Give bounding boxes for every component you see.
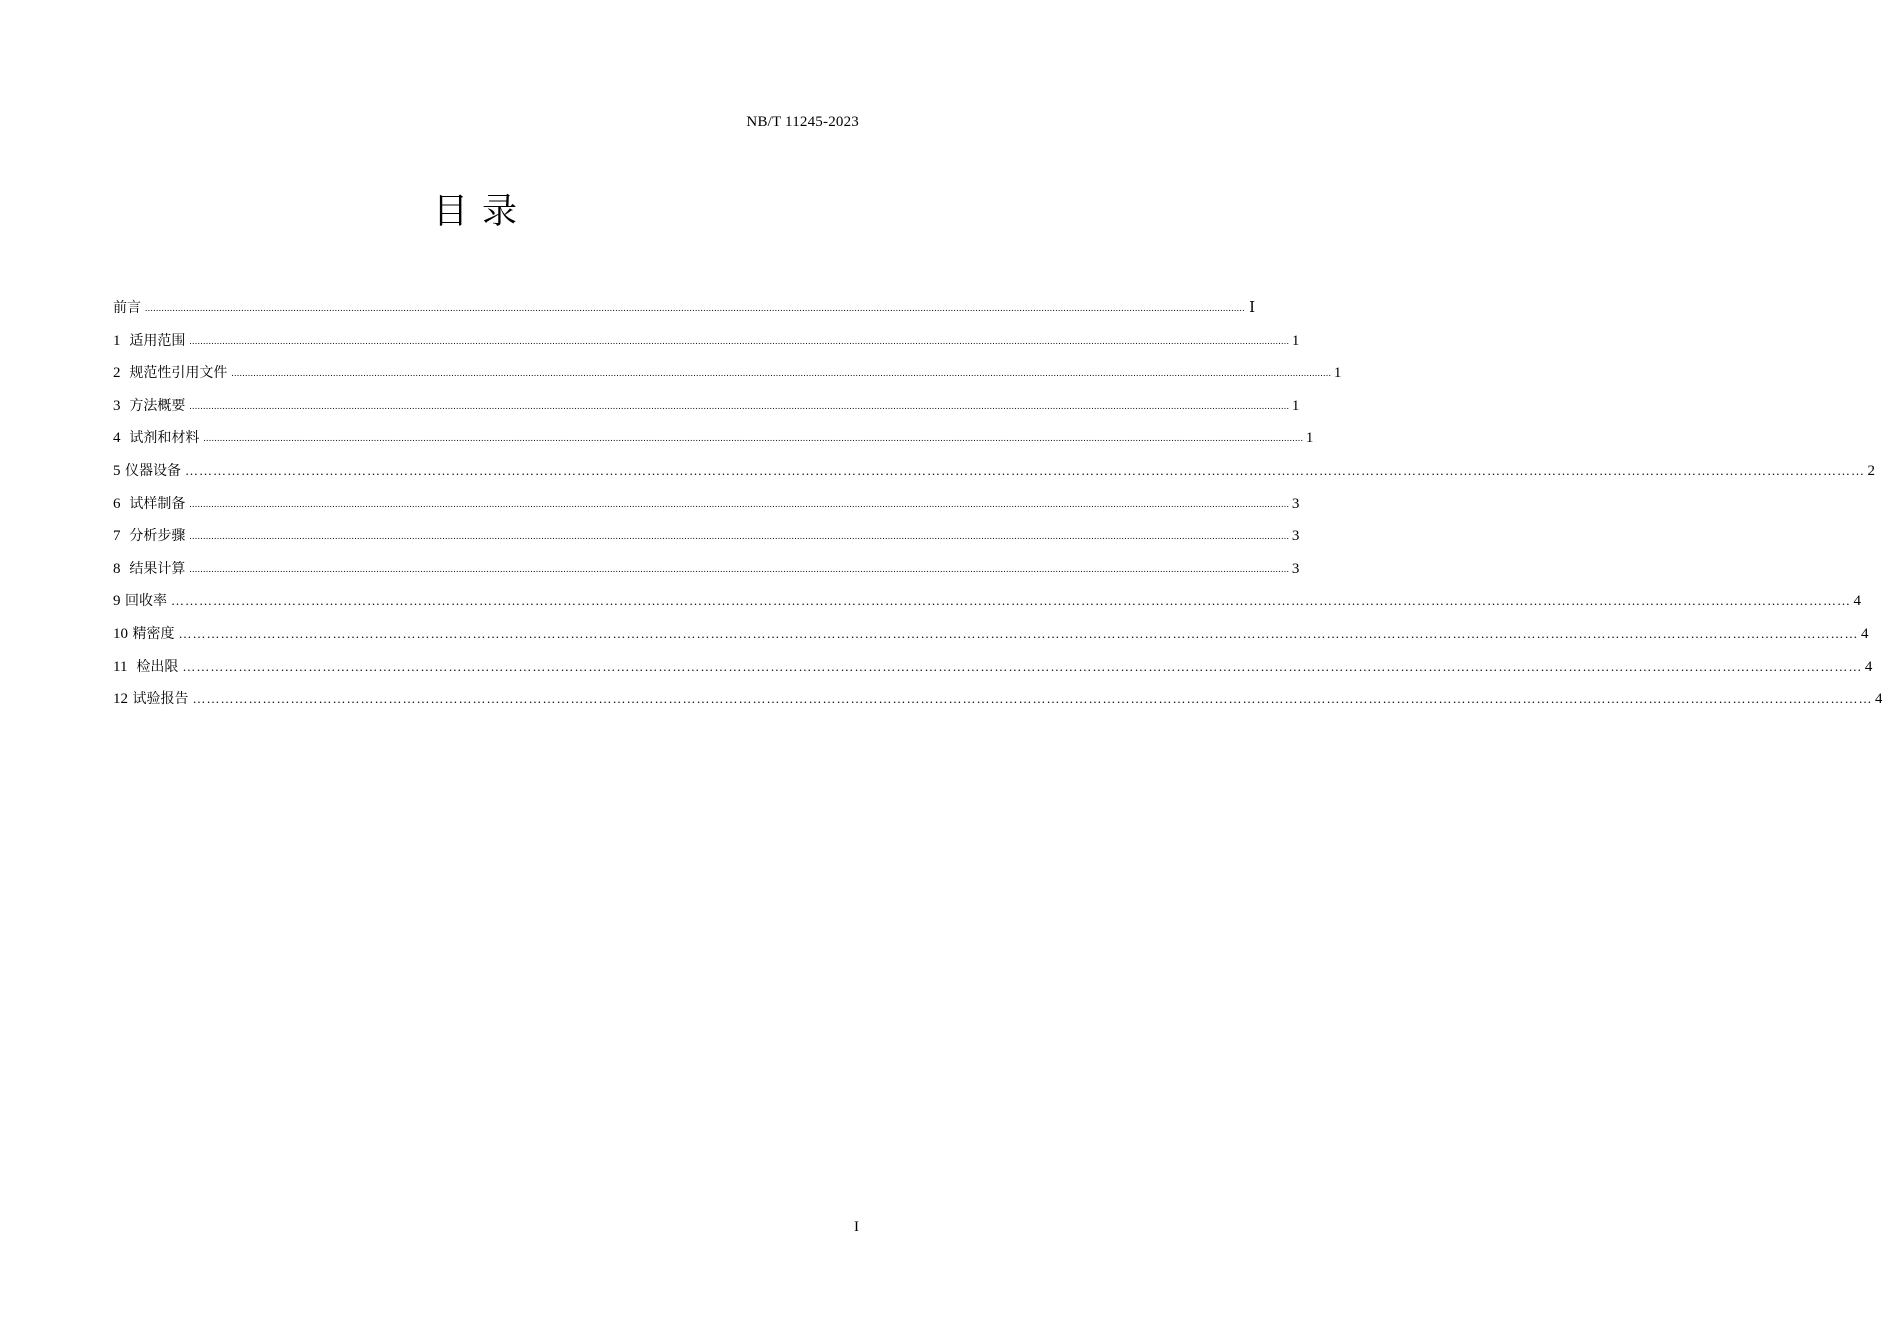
toc-entry-text: 试验报告 (132, 691, 189, 708)
toc-entry[interactable] (113, 395, 1300, 428)
toc-entry-text: 试剂和材料 (129, 430, 200, 447)
toc-entry-label (113, 656, 180, 676)
toc-entry-label (113, 330, 187, 350)
toc-entry-page: 4 (1874, 691, 1882, 708)
toc-entry-label (113, 460, 183, 480)
toc-entry-text: 适用范围 (129, 332, 186, 349)
toc-leader-dots: ................................................................................................................................................................................................................................................................................................................................................................................................................ (145, 303, 1245, 313)
toc-entry-label (113, 493, 187, 513)
toc-entry-page: 3 (1291, 495, 1300, 512)
toc-entry-number: 4 (113, 430, 121, 447)
toc-entry-label (113, 362, 229, 382)
toc-entry[interactable] (113, 558, 1300, 591)
toc-entry[interactable] (113, 297, 1255, 330)
toc-entry[interactable] (113, 590, 1861, 623)
toc-list (113, 297, 1882, 721)
toc-entry-page: 4 (1853, 593, 1861, 610)
toc-entry[interactable] (113, 525, 1300, 558)
toc-entry-number: 8 (113, 560, 121, 577)
page-number: I (854, 1219, 859, 1235)
toc-entry-text: 试样制备 (129, 495, 186, 512)
toc-entry[interactable] (113, 427, 1314, 460)
toc-entry-page: 1 (1291, 397, 1300, 414)
toc-leader-dots: ……………………………………………………………………………………………………………………………………………………………………………………………………………………………………………………………………………………………………………………………… (182, 658, 1863, 674)
toc-entry-page: 3 (1291, 560, 1300, 577)
toc-leader-dots: ……………………………………………………………………………………………………………………………………………………………………………………………………………………………………………………………………………………………………………………………… (192, 691, 1873, 707)
toc-title: 目录 (432, 192, 531, 232)
toc-entry[interactable] (113, 330, 1300, 363)
toc-entry-page: 1 (1305, 430, 1314, 447)
toc-entry-text: 结果计算 (129, 560, 186, 577)
toc-entry-label (113, 623, 176, 643)
toc-entry-label (113, 395, 187, 415)
toc-entry-number: 9 (113, 593, 121, 610)
toc-leader-dots: ................................................................................................................................................................................................................................................................................................................................................................................................................ (189, 400, 1290, 411)
toc-entry-number: 10 (113, 625, 128, 642)
toc-entry-page: 4 (1860, 625, 1869, 642)
toc-entry-page: 1 (1333, 365, 1342, 382)
toc-entry-text: 前言 (113, 300, 141, 316)
toc-entry-text: 规范性引用文件 (129, 365, 228, 382)
toc-entry-number: 12 (113, 691, 128, 708)
toc-entry[interactable] (113, 493, 1300, 526)
toc-entry-number: 6 (113, 495, 121, 512)
toc-entry[interactable] (113, 362, 1342, 395)
toc-entry[interactable] (113, 623, 1869, 656)
toc-leader-dots: ……………………………………………………………………………………………………………………………………………………………………………………………………………………………………………………………………………………………………………………………… (170, 593, 1851, 609)
toc-entry-label (113, 558, 187, 578)
toc-leader-dots: ……………………………………………………………………………………………………………………………………………………………………………………………………………………………………………………………………………………………………………………………… (184, 462, 1865, 478)
toc-entry-label (113, 297, 143, 317)
toc-leader-dots: ................................................................................................................................................................................................................................................................................................................................................................................................................ (231, 368, 1332, 379)
toc-leader-dots: ................................................................................................................................................................................................................................................................................................................................................................................................................ (189, 498, 1290, 509)
toc-entry-page: Ⅰ (1249, 300, 1255, 316)
toc-entry-text: 精密度 (132, 625, 175, 642)
toc-leader-dots: ……………………………………………………………………………………………………………………………………………………………………………………………………………………………………………………………………………………………………………………………… (178, 625, 1859, 641)
toc-entry-page: 3 (1291, 528, 1300, 545)
toc-leader-dots: ................................................................................................................................................................................................................................................................................................................................................................................................................ (189, 531, 1290, 542)
toc-entry-text: 分析步骤 (129, 528, 186, 545)
toc-entry-number: 7 (113, 528, 121, 545)
toc-entry-number: 2 (113, 365, 121, 382)
toc-entry-text: 回收率 (124, 593, 167, 610)
toc-leader-dots: ................................................................................................................................................................................................................................................................................................................................................................................................................ (189, 335, 1290, 346)
toc-entry-number: 1 (113, 332, 121, 349)
toc-entry-number: 5 (113, 462, 121, 479)
toc-entry[interactable] (113, 688, 1882, 721)
toc-entry-page: 1 (1291, 332, 1300, 349)
toc-leader-dots: ................................................................................................................................................................................................................................................................................................................................................................................................................ (203, 433, 1304, 444)
toc-entry-label (113, 427, 201, 447)
toc-entry-page: 4 (1864, 658, 1873, 675)
toc-entry-number: 3 (113, 397, 121, 414)
toc-entry-text: 检出限 (136, 658, 179, 675)
toc-leader-dots: ................................................................................................................................................................................................................................................................................................................................................................................................................ (189, 563, 1290, 574)
toc-entry-text: 仪器设备 (124, 462, 181, 479)
toc-entry-text: 方法概要 (129, 397, 186, 414)
toc-entry-number: 11 (113, 658, 128, 675)
toc-entry-page: 2 (1867, 462, 1875, 479)
toc-entry-label (113, 525, 187, 545)
toc-entry[interactable] (113, 460, 1875, 493)
standard-number: NB/T 11245-2023 (746, 114, 859, 130)
toc-entry[interactable] (113, 656, 1873, 689)
toc-entry-label (113, 590, 169, 610)
toc-entry-label (113, 688, 190, 708)
